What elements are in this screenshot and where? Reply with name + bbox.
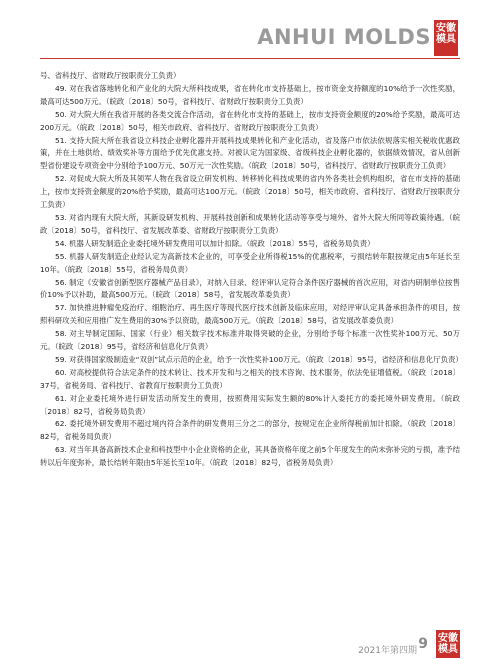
policy-paragraph: 51. 支持大院大所在我省设立科技企业孵化器并开展科技成果转化和产业化活动，省及落户市依法依规落实相关税收优惠政策，并在土地供给、绩效奖补等方面给予优先优惠支持。对被认定为国家级、省级科技企业孵化器的，依据绩效情况，省从创新型省份建设专项资金中分别给予100万元、50万元一次性奖励。（皖政〔2018〕50号，省科技厅、省财政厅按职责分工负责） bbox=[40, 135, 460, 171]
footer-logo-badge bbox=[436, 630, 460, 658]
policy-paragraph: 52. 对促成大院大所及其领军人物在我省设立研发机构、转移转化科技成果的省内外各类社会机构组织，省在市支持的基础上，按市支持资金额度的20%给予奖励，最高可达100万元。（皖政〔2018〕50号，相关市政府、省科技厅、省财政厅按职责分工负责） bbox=[40, 174, 460, 210]
policy-paragraph: 53. 对省内现有大院大所，其新设研发机构、开展科技创新和成果转化活动等享受与境外、省外大院大所同等政策待遇。（皖政〔2018〕50号，省科技厅、省发展改革委、省财政厅按职责分工负责） bbox=[40, 212, 460, 235]
header-rule bbox=[40, 58, 460, 59]
policy-paragraph: 61. 对企业委托境外进行研发活动所发生的费用，按照费用实际发生额的80%计入委托方的委托境外研发费用。（皖政〔2018〕82号，省税务局负责） bbox=[40, 393, 460, 416]
page-number: 9 bbox=[418, 636, 428, 652]
article-body bbox=[40, 70, 463, 470]
policy-paragraph: 49. 对在我省落地转化和产业化的大院大所科技成果，省在转化市支持基础上，按市资金支持额度的10%给予一次性奖励，最高可达500万元。（皖政〔2018〕50号，省科技厅、省财政厅按职责分工负责） bbox=[40, 83, 460, 106]
policy-paragraph: 55. 机器人研发制造企业经认定为高新技术企业的，可享受企业所得税15%的优惠税率，亏损结转年限按规定由5年延长至10年。（皖政〔2018〕55号，省税务局负责） bbox=[40, 251, 460, 274]
policy-paragraph: 63. 对当年具备高新技术企业和科技型中小企业资格的企业，其具备资格年度之前5个年度发生的尚未弥补完的亏损，准予结转以后年度弥补，最长结转年限由5年延长至10年。（皖政〔2018〕82号，省税务局负责） bbox=[40, 445, 460, 468]
footer-badge-line1: 安徽 bbox=[438, 633, 458, 644]
footer-badge-line2: 模具 bbox=[438, 644, 458, 655]
logo-badge-line1: 安徽 bbox=[436, 23, 456, 34]
policy-paragraph: 59. 对获得国家级制造业“双创”试点示范的企业，给予一次性奖补100万元。（皖政〔2018〕95号，省经济和信息化厅负责） bbox=[55, 354, 463, 364]
logo-badge bbox=[434, 20, 458, 56]
issue-label: 2021年第四期 bbox=[358, 646, 417, 656]
policy-paragraph: 58. 对主导制定国际、国家（行业）相关数字技术标准并取得突破的企业，分别给予每个标准一次性奖补100万元、50万元。（皖政〔2018〕95号，省经济和信息化厅负责） bbox=[40, 329, 460, 352]
magazine-title: ANHUI MOLDS bbox=[257, 25, 431, 49]
logo-badge-line2: 模具 bbox=[436, 34, 456, 45]
policy-paragraph: 50. 对大院大所在我省开展的各类交流合作活动，省在转化市支持的基础上，按市支持资金额度的20%给予奖励，最高可达200万元。（皖政〔2018〕50号，相关市政府、省科技厅、省财政厅按职责分工负责） bbox=[40, 109, 460, 132]
page-header bbox=[0, 0, 480, 58]
policy-paragraph: 57. 加快推进肿瘤免疫治疗、细胞治疗、再生医疗等现代医疗技术创新及临床应用，对经评审认定具备承担条件的项目，按照科研攻关和应用推广发生费用的30%予以资助，最高500万元。（皖政〔2018〕58号，省发展改革委负责） bbox=[40, 303, 460, 326]
policy-paragraph: 56. 制定《安徽省创新型医疗器械产品目录》，对纳入目录、经评审认定符合条件医疗器械的首次应用，对省内研制单位按售价10%予以补助，最高500万元。（皖政〔2018〕58号，省发展改革委负责） bbox=[40, 277, 460, 300]
policy-paragraph: 54. 机器人研发制造企业委托境外研发费用可以加计扣除。（皖政〔2018〕55号，省税务局负责） bbox=[55, 238, 375, 248]
policy-paragraph: 60. 对高校提供符合法定条件的技术转让、技术开发和与之相关的技术咨询、技术服务，依法免征增值税。（皖政〔2018〕37号，省税务局、省科技厅、省教育厅按职责分工负责） bbox=[40, 367, 460, 390]
policy-paragraph: 号、省科技厅、省财政厅按职责分工负责） bbox=[40, 71, 181, 80]
policy-paragraph: 62. 委托境外研发费用不超过境内符合条件的研发费用三分之二的部分，按规定在企业所得税前加计扣除。（皖政〔2018〕82号，省税务局负责） bbox=[40, 419, 460, 442]
